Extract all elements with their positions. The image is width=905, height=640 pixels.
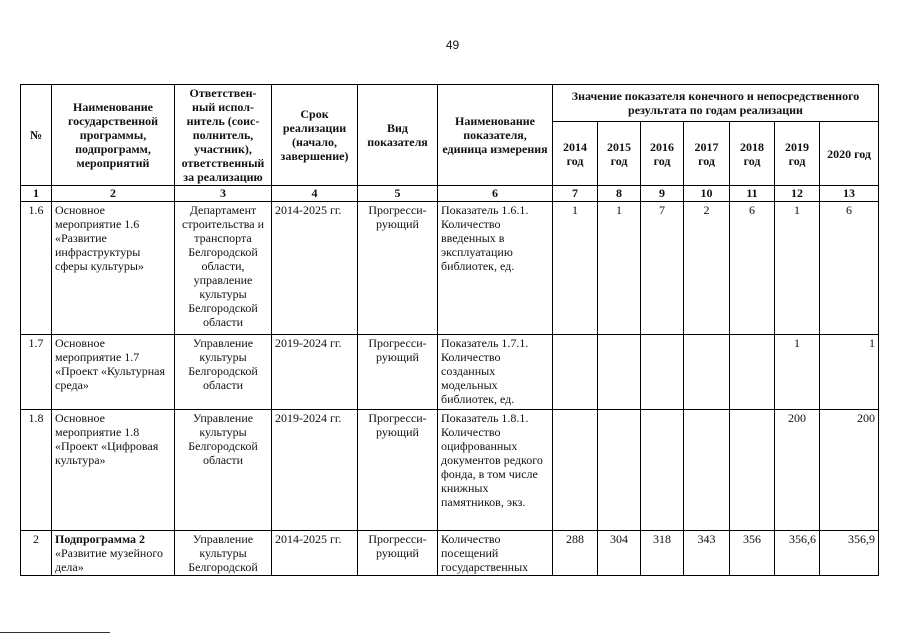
column-number: 13 — [820, 186, 879, 202]
table-row — [21, 202, 879, 335]
row-value — [598, 410, 641, 531]
header-year: 2015 год — [598, 122, 641, 186]
row-number: 1.6 — [21, 202, 52, 335]
header-kind: Вид показателя — [358, 85, 438, 186]
header-values-group: Значение показателя конечного и непосредственного результата по годам реализации — [553, 85, 879, 122]
row-kind: Прогресси-рующий — [358, 202, 438, 335]
column-number: 3 — [175, 186, 272, 202]
row-name-rest: «Развитие музейного дела» — [55, 546, 163, 574]
column-number: 10 — [684, 186, 730, 202]
column-number: 1 — [21, 186, 52, 202]
row-value — [598, 335, 641, 410]
row-kind: Прогресси-рующий — [358, 335, 438, 410]
column-number: 2 — [52, 186, 175, 202]
table-row — [21, 531, 879, 576]
row-value: 343 — [684, 531, 730, 576]
row-executor: Управление культуры Белгородской области — [175, 410, 272, 531]
row-indicator: Показатель 1.8.1. Количество оцифрованных документов редкого фонда, в том числе книжных памятников, экз. — [438, 410, 553, 531]
row-name: Основное мероприятие 1.8 «Проект «Цифровая культура» — [52, 410, 175, 531]
row-term: 2014-2025 гг. — [272, 202, 358, 335]
row-value: 7 — [641, 202, 684, 335]
row-executor: Управление культуры Белгородской области — [175, 335, 272, 410]
column-number: 6 — [438, 186, 553, 202]
row-value — [553, 410, 598, 531]
header-no: № — [21, 85, 52, 186]
row-kind: Прогресси-рующий — [358, 531, 438, 576]
table-row — [21, 335, 879, 410]
row-value: 200 — [775, 410, 820, 531]
row-name: Основное мероприятие 1.7 «Проект «Культурная среда» — [52, 335, 175, 410]
row-value: 356 — [730, 531, 775, 576]
column-number: 11 — [730, 186, 775, 202]
header-year: 2016 год — [641, 122, 684, 186]
row-indicator: Показатель 1.7.1. Количество созданных модельных библиотек, ед. — [438, 335, 553, 410]
header-year: 2014 год — [553, 122, 598, 186]
header-year: 2020 год — [820, 122, 879, 186]
row-term: 2019-2024 гг. — [272, 335, 358, 410]
column-number: 7 — [553, 186, 598, 202]
row-name — [52, 531, 175, 576]
column-number: 9 — [641, 186, 684, 202]
table-row — [21, 410, 879, 531]
row-value: 318 — [641, 531, 684, 576]
row-value: 6 — [730, 202, 775, 335]
column-number: 8 — [598, 186, 641, 202]
header-year: 2017 год — [684, 122, 730, 186]
row-value: 1 — [775, 335, 820, 410]
row-term: 2019-2024 гг. — [272, 410, 358, 531]
row-indicator: Количество посещений государственных — [438, 531, 553, 576]
column-number: 5 — [358, 186, 438, 202]
row-name-bold: Подпрограмма 2 — [55, 532, 146, 546]
row-number: 2 — [21, 531, 52, 576]
row-value: 356,6 — [775, 531, 820, 576]
row-value — [553, 335, 598, 410]
header-year: 2018 год — [730, 122, 775, 186]
row-value — [641, 410, 684, 531]
row-kind: Прогресси-рующий — [358, 410, 438, 531]
page-footer-rule — [0, 632, 110, 633]
row-indicator: Показатель 1.6.1. Количество введенных в эксплуатацию библиотек, ед. — [438, 202, 553, 335]
row-term: 2014-2025 гг. — [272, 531, 358, 576]
row-number: 1.7 — [21, 335, 52, 410]
row-value: 304 — [598, 531, 641, 576]
row-value: 6 — [820, 202, 879, 335]
row-number: 1.8 — [21, 410, 52, 531]
row-executor: Департамент строительства и транспорта Белгородской области, управление культуры Белгородской области — [175, 202, 272, 335]
row-value: 1 — [553, 202, 598, 335]
column-number: 4 — [272, 186, 358, 202]
row-value — [730, 410, 775, 531]
header-term: Срок реализации (начало, завершение) — [272, 85, 358, 186]
row-value: 288 — [553, 531, 598, 576]
column-number-row — [21, 186, 879, 202]
row-value — [684, 410, 730, 531]
row-value: 1 — [775, 202, 820, 335]
header-indicator: Наименование показателя, единица измерения — [438, 85, 553, 186]
column-number: 12 — [775, 186, 820, 202]
row-value — [684, 335, 730, 410]
row-name: Основное мероприятие 1.6 «Развитие инфраструктуры сферы культуры» — [52, 202, 175, 335]
row-value: 356,9 — [820, 531, 879, 576]
header-executor: Ответствен-ный испол-нитель (соис-полнитель, участник), ответственный за реализацию — [175, 85, 272, 186]
page-number: 49 — [445, 38, 460, 52]
row-executor: Управление культуры Белгородской — [175, 531, 272, 576]
row-value: 1 — [820, 335, 879, 410]
row-value: 2 — [684, 202, 730, 335]
indicators-table — [20, 84, 879, 576]
row-value — [641, 335, 684, 410]
row-value: 200 — [820, 410, 879, 531]
header-year: 2019 год — [775, 122, 820, 186]
row-value — [730, 335, 775, 410]
header-name: Наименование государственной программы, подпрограмм, мероприятий — [52, 85, 175, 186]
row-value: 1 — [598, 202, 641, 335]
